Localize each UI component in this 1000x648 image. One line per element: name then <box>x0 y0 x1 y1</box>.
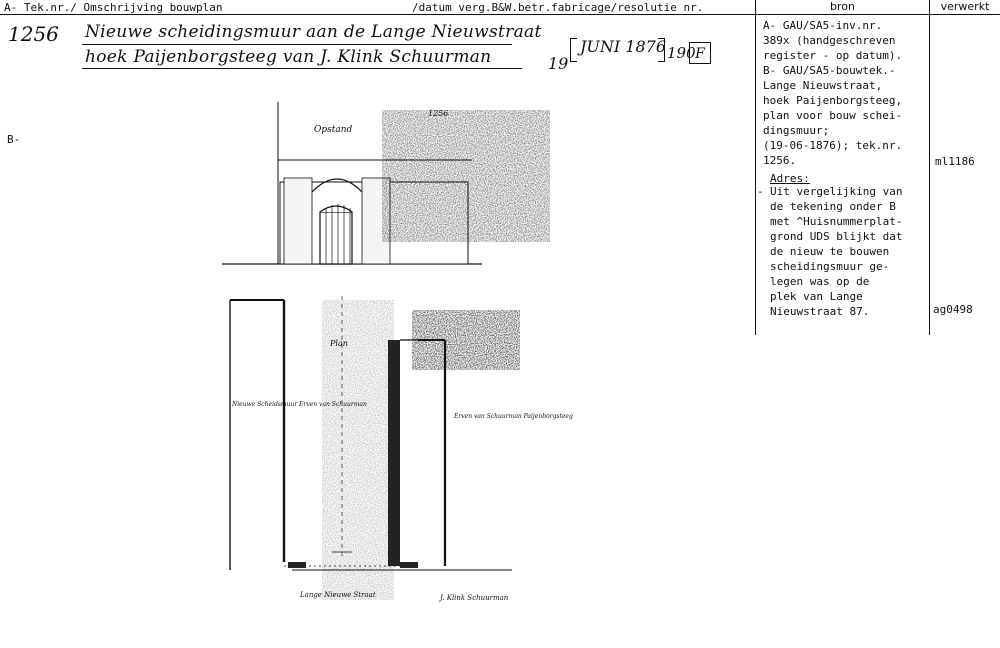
date-flag-box <box>689 42 711 64</box>
header-tek-label: A- Tek.nr./ Omschrijving bouwplan <box>4 1 223 14</box>
adres-line: grond UDS blijkt dat <box>770 230 903 243</box>
adres-line: legen was op de <box>770 275 870 288</box>
column-divider-bron <box>755 0 756 335</box>
date-suffix: 190 <box>667 44 696 62</box>
bron-line: 1256. <box>763 154 797 167</box>
adres-block <box>770 184 902 319</box>
signature: J. Klink Schuurman <box>440 594 509 602</box>
description-line-1: Nieuwe scheidingsmuur aan de Lange Nieuwstraat <box>85 22 542 42</box>
tek-nr: 1256 <box>8 22 59 46</box>
left-owner-label: Nieuwe Scheidsmuur Erven van Schuurman <box>232 401 367 408</box>
adres-line: Uit vergelijking van <box>770 185 903 198</box>
architectural-drawing <box>222 100 573 630</box>
adres-line: Nieuwstraat 87. <box>770 305 870 318</box>
bron-line: Lange Nieuwstraat, <box>763 79 883 92</box>
elevation-label: Opstand <box>314 125 353 135</box>
bron-line: (19-06-1876); tek.nr. <box>763 139 903 152</box>
bron-line: B- GAU/SA5-bouwtek.- <box>763 64 896 77</box>
bron-line: A- GAU/SA5-inv.nr. <box>763 19 883 32</box>
adres-dash: - <box>757 185 764 198</box>
adres-line: de tekening onder B <box>770 200 896 213</box>
bron-column <box>763 18 933 186</box>
right-owner-label: Erven van Schuurman Paijenborgsteeg <box>454 413 573 420</box>
plan-label: Plan <box>330 339 348 348</box>
date-bracket-open <box>570 38 577 62</box>
description-underline-1 <box>82 44 512 45</box>
adres-line: de nieuw te bouwen <box>770 245 890 258</box>
date-flag: F <box>695 46 705 62</box>
date-bracket-close <box>658 38 665 62</box>
header-datum-label: /datum verg.B&W.betr.fabricage/resolutie nr. <box>412 1 704 14</box>
verwerkt-code-2: ag0498 <box>933 303 973 316</box>
bron-line: register - op datum). <box>763 49 903 62</box>
street-label: Lange Nieuwe Straat <box>300 591 376 599</box>
adres-line: plek van Lange <box>770 290 863 303</box>
header-bron: bron <box>830 0 855 13</box>
header-verwerkt: verwerkt <box>940 0 990 13</box>
section-b-label: B- <box>7 133 21 146</box>
drawing-number: 1256 <box>428 109 449 118</box>
bron-line: 389x (handgeschreven <box>763 34 896 47</box>
adres-line: met ^Huisnummerplat- <box>770 215 903 228</box>
bron-line: hoek Paijenborgsteeg, <box>763 94 903 107</box>
date-month-year: JUNI 1876 <box>580 37 667 56</box>
bron-line: plan voor bouw schei- <box>763 109 903 122</box>
adres-line: scheidingsmuur ge- <box>770 260 890 273</box>
verwerkt-code-1: ml1186 <box>935 155 975 168</box>
bron-line: dingsmuur; <box>763 124 830 137</box>
description-underline-2 <box>82 68 522 69</box>
adres-label: Adres: <box>770 172 810 185</box>
description-line-2: hoek Paijenborgsteeg van J. Klink Schuurman <box>85 47 492 67</box>
date-day: 19 <box>548 54 569 73</box>
